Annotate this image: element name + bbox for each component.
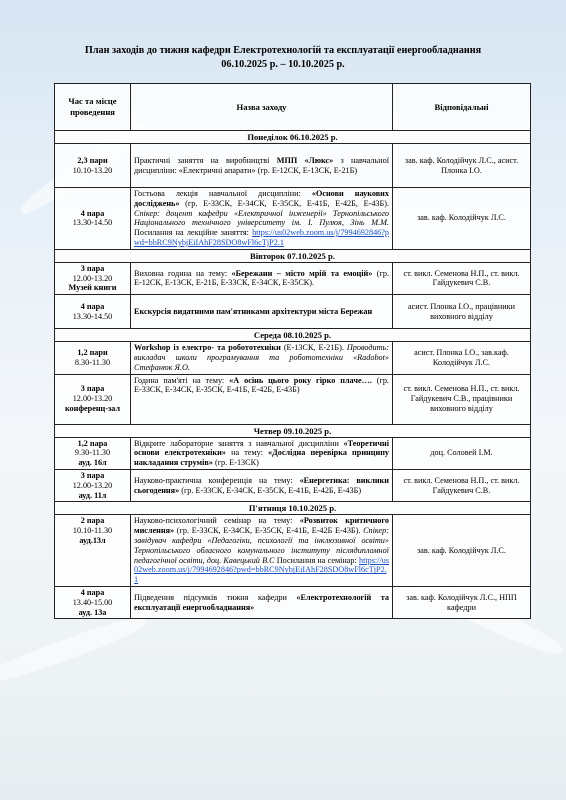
time-range: 10.10-11.30 [72, 526, 113, 536]
table-row [55, 469, 531, 501]
event-text: (гр. Е-33СК, Е-34СК, Е-35СК, Е-41Б, Е-42Б, Е-43Б) [134, 375, 389, 395]
event-bold: «Теоретичні основи електротехніки» [134, 438, 389, 458]
table-row [55, 295, 531, 329]
pair-label: 1,2 пара [77, 438, 108, 448]
time-range: 12.00-13.20 [72, 394, 113, 404]
zoom-link[interactable]: https://us02web.zoom.us/j/7994692846?pwd=bbRC9NybjEiIAhF28SDO8wFl6cTjP2.1 [134, 228, 389, 247]
event-cell [131, 262, 393, 294]
event-cell [131, 144, 393, 188]
responsible-cell: зав. каф. Колодійчук Л.С., НПП кафедри [393, 586, 531, 618]
event-cell [131, 515, 393, 587]
event-text: Науково-практична конференція на тему: [134, 475, 300, 485]
day-row [55, 502, 531, 515]
responsible-cell: зав. каф. Колодійчук Л.С., асист. Плонка І.О. [393, 144, 531, 188]
day-row [55, 329, 531, 342]
room-label: ауд.13л [79, 535, 106, 545]
day-heading-thursday: Четвер 09.10.2025 р. [55, 424, 531, 437]
room-label: ауд. 13а [78, 607, 107, 617]
table-row [55, 515, 531, 587]
event-text: Гостьова лекція навчальної дисципліни: [134, 189, 312, 198]
pair-label: 2,3 пари [77, 155, 108, 165]
event-italic: Проводить: викладач школи програмування та робототехніки «Radobot» Стефанюк Я.О. [134, 343, 389, 372]
header-responsible: Відповідальні [393, 84, 531, 131]
responsible-cell: доц. Соловей І.М. [393, 437, 531, 469]
event-cell [131, 342, 393, 374]
event-text: Практичні заняття на виробництві [134, 155, 277, 165]
room-label: конференц-зал [64, 403, 121, 413]
event-bold: «Електротехнологій та експлуатації енергообладнання» [134, 592, 389, 612]
event-text: Відкрите лабораторне заняття з навчальної дисципліни [134, 438, 344, 448]
day-heading-tuesday: Вівторок 07.10.2025 р. [55, 249, 531, 262]
time-cell [55, 342, 131, 374]
event-bold: Екскурсія видатними пам'ятниками архітектури міста Бережан [134, 306, 373, 316]
event-bold: Workshop із електро- та робототехніки [134, 343, 281, 353]
time-range: 13.30-14.50 [72, 311, 113, 321]
time-cell [55, 188, 131, 250]
event-cell [131, 586, 393, 618]
pair-label: 3 пара [80, 384, 105, 394]
responsible-cell: зав. каф. Колодійчук Л.С. [393, 188, 531, 250]
event-bold: МПП «Люкс» [276, 155, 334, 165]
day-heading-wednesday: Середа 08.10.2025 р. [55, 329, 531, 342]
zoom-link[interactable]: https://us02web.zoom.us/j/7994692846?pwd=bbRC9NybjEiIAhF28SDO8wFl6cTjP2.1 [134, 555, 390, 585]
header-time-place: Час та місце проведення [55, 84, 131, 131]
time-cell [55, 144, 131, 188]
schedule-table [54, 83, 531, 619]
event-text: Підведення підсумків тижня кафедри [134, 592, 297, 602]
event-cell [131, 374, 393, 424]
time-range: 10.10-13.20 [72, 165, 113, 175]
event-italic: Спікер: завідувач кафедри «Педагогіки, психології та інклюзивної освіти» Тернопільського обласного комунального інституту післядипломної педагогічної освіти, доц. Кавецький В.С [134, 526, 389, 565]
event-text: Посилання на лекційне заняття: [134, 228, 253, 238]
responsible-cell: ст. викл. Семенова Н.П., ст. викл. Гайдукевич С.В., працівники виховного відділу [393, 374, 531, 424]
pair-label: 2 пара [80, 516, 105, 526]
event-bold: «Енергетика: виклики сьогодення» [134, 475, 389, 495]
title-line-1: План заходів до тижня кафедри Електротехнологій та експлуатації енергообладнання [84, 45, 482, 56]
time-cell [55, 295, 131, 329]
table-row [55, 437, 531, 469]
event-bold: «Основи наукових досліджень» [134, 189, 389, 208]
document-title [40, 44, 526, 72]
time-range: 8.30-11.30 [74, 357, 111, 367]
event-text: Посилання на семінар: [274, 555, 359, 565]
responsible-cell: асист. Плонка І.О., працівники виховного відділу [393, 295, 531, 329]
event-text: Година пам'яті на тему: [134, 375, 230, 385]
title-line-2: 06.10.2025 р. – 10.10.2025 р. [221, 59, 345, 70]
event-bold: «Дослідна перевірка принципу накладання струмів» [134, 448, 389, 468]
responsible-cell: ст. викл. Семенова Н.П., ст. викл. Гайдукевич С.В. [393, 469, 531, 501]
header-event-name: Назва заходу [131, 84, 393, 131]
table-row [55, 374, 531, 424]
event-text: (гр. Е-33СК, Е-34СК, Е-35СК, Е-41Б, Е-42Б, Е-43Б). [179, 198, 389, 208]
event-text: (гр. Е-13СК) [212, 458, 259, 468]
event-text: (гр. Е-33СК, Е-34СК, Е-35СК, Е-41Б, Е-42Б Е-43Б). [174, 526, 364, 536]
time-cell [55, 586, 131, 618]
time-range: 12.00-13.20 [72, 480, 113, 490]
table-row [55, 144, 531, 188]
pair-label: 3 пара [80, 470, 105, 480]
time-range: 13.40-15.00 [72, 597, 113, 607]
day-heading-monday: Понеділок 06.10.2025 р. [55, 131, 531, 144]
event-text: з навчальної дисципліни: «Електричні апарати» (гр. Е-12СК, Е-13СК, Е-21Б) [134, 155, 389, 175]
table-header-row [55, 84, 531, 131]
table-row [55, 262, 531, 294]
responsible-cell: асист. Плонка І.О., зав.каф. Колодійчук Л.С. [393, 342, 531, 374]
event-bold: «А осінь цього року гірко плаче…. [229, 375, 372, 385]
pair-label: 3 пара [80, 263, 105, 273]
room-label: ауд. 11л [78, 490, 107, 500]
event-text: Науково-психологічний семінар на тему: [134, 516, 300, 526]
event-cell [131, 295, 393, 329]
event-cell [131, 437, 393, 469]
event-cell [131, 469, 393, 501]
time-range: 13.30-14.50 [72, 218, 113, 228]
table-row [55, 342, 531, 374]
event-text: Виховна година на тему: [134, 268, 232, 278]
pair-label: 4 пара [80, 301, 105, 311]
room-label: Музей книги [68, 283, 117, 293]
responsible-cell: зав. каф. Колодійчук Л.С. [393, 515, 531, 587]
table-row [55, 586, 531, 618]
pair-label: 4 пара [80, 587, 105, 597]
event-bold: «Бережани – місто мрій та емоцій» [231, 268, 373, 278]
time-cell [55, 469, 131, 501]
room-label: ауд. 16л [78, 458, 107, 468]
time-cell [55, 374, 131, 424]
day-row [55, 249, 531, 262]
day-row [55, 131, 531, 144]
time-cell [55, 515, 131, 587]
pair-label: 4 пара [80, 208, 105, 218]
event-text: на тему: [225, 448, 269, 458]
time-range: 9.30-11.30 [74, 448, 111, 458]
day-heading-friday: П'ятниця 10.10.2025 р. [55, 502, 531, 515]
event-text: (Е-13СК, Е-21Б). [280, 343, 347, 353]
event-bold: «Розвиток критичного мислення» [134, 516, 389, 536]
time-cell [55, 262, 131, 294]
event-text: (гр. Е-33СК, Е-34СК, Е-35СК, Е-41Б, Е-42Б, Е-43Б) [179, 485, 362, 495]
event-italic: Спікер: доцент кафедри «Електричної інженерії» Тернопільського Національного технічного університету ім. І. Пулюя, Зінь М.М. [134, 208, 389, 228]
event-cell [131, 188, 393, 250]
day-row [55, 424, 531, 437]
event-text: (гр. Е-12СК, Е-13СК, Е-21Б, Е-33СК, Е-34СК, Е-35СК). [134, 268, 390, 288]
pair-label: 1,2 пари [77, 348, 108, 358]
time-range: 12.00-13.20 [72, 273, 113, 283]
time-cell [55, 437, 131, 469]
responsible-cell: ст. викл. Семенова Н.П., ст. викл. Гайдукевич С.В. [393, 262, 531, 294]
table-row [55, 188, 531, 250]
